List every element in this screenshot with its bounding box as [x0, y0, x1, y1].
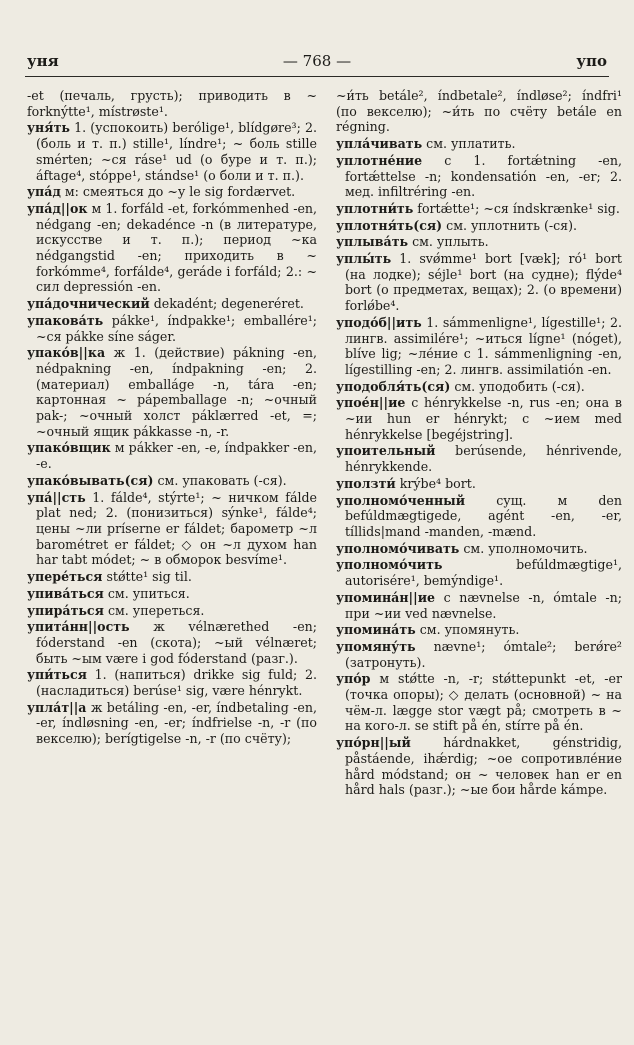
entry-headword: упако́вывать(ся) — [27, 472, 154, 488]
entry-headword: упакова́ть — [27, 312, 104, 328]
entry-definition: pákke¹, índpakke¹; emballére¹; ~ся pákke síne ságer. — [36, 312, 317, 344]
entry-headword: уполномо́ченный — [336, 492, 466, 508]
dictionary-entry — [336, 476, 622, 492]
entry-headword: упое́н||ие — [336, 395, 406, 411]
entry-headword: упако́вщик — [27, 440, 111, 456]
entry-headword: упоительный — [336, 443, 436, 459]
dictionary-entry — [336, 443, 622, 474]
entry-definition: befúldmægtige¹, autorisére¹, bemýndige¹. — [345, 557, 622, 589]
dictionary-entry — [336, 541, 622, 557]
entry-headword: уплыва́ть — [336, 234, 409, 250]
entry-definition: hárdnakket, génstridig, påstáende, ihǽrdig; ~ое сопротивле́ние hård módstand; он ~ человек han er en hård hals (разг.); ~ые бои hårde kámpe. — [345, 735, 622, 798]
dictionary-entry — [336, 136, 622, 152]
right-guide-word: упо — [576, 52, 607, 70]
dictionary-entry — [336, 251, 622, 314]
entry-definition: см. уплатить. — [426, 136, 516, 152]
entry-headword: уплотне́ние — [336, 152, 423, 168]
entry-definition: -et (печаль, грусть); приводить в ~ forknýtte¹, místrøste¹. — [27, 88, 317, 119]
entry-definition: ж betáling -en, -er, índbetaling -en, -er, índløsning -en, -er; índfrielse -n, -r (по векселю); berígtigelse -n, -r (по счёту); — [36, 699, 317, 747]
entry-headword: уползти́ — [336, 475, 396, 491]
entry-definition: с hénrykkelse -n, rus -en; она в ~ии hun er hénrykt; с ~ием med hénrykkelse [begéjstring]. — [345, 395, 622, 442]
dictionary-entry — [27, 296, 317, 312]
page-header — [25, 50, 609, 77]
entry-definition: berúsende, hénrivende, hénrykkende. — [345, 443, 622, 475]
entry-definition: ~и́ть betále², índbetale², índløse²; índfri¹ (по векселю); ~и́ть по счёту betále en régning. — [336, 88, 622, 135]
entry-headword: уподобля́ть(ся) — [336, 378, 451, 394]
entry-definition: см. уплотнить (-ся). — [446, 217, 578, 233]
dictionary-entry — [27, 313, 317, 344]
entry-definition: м stǿtte -n, -r; stǿttepunkt -et, -er (точка опоры); ◇ делать (основной) ~ на чём-л. lægge stor vægt på; смотреть в ~ на кого-л. se stift på én, stírre på én. — [345, 671, 622, 734]
dictionary-entry — [336, 735, 622, 798]
entry-headword: упо́р — [336, 671, 371, 687]
dictionary-entry — [27, 120, 317, 183]
entry-headword: упива́ться — [27, 585, 104, 601]
entry-headword: упи́ться — [27, 667, 87, 683]
dictionary-entry — [336, 153, 622, 200]
entry-definition: 1. sámmenligne¹, lígestille¹; 2. лингв. assimilére¹; ~иться lígne¹ (nóget), blíve lig; ~ле́ние с 1. sámmenligning -en, lígestilling -en; 2. лингв. assimilatión -en. — [345, 314, 622, 377]
left-guide-word: уня — [27, 52, 59, 70]
entry-definition: м: смеяться до ~у le sig fordærvet. — [64, 184, 296, 200]
dictionary-entry — [27, 603, 317, 619]
entry-headword: уплы́ть — [336, 251, 392, 267]
dictionary-entry — [27, 88, 317, 119]
entry-definition: nævne¹; ómtale²; berǿre² (затронуть). — [345, 638, 622, 670]
entry-definition: 1. svǿmme¹ bort [væk]; ró¹ bort (на лодке); séjle¹ bort (на судне); flýde⁴ bort (о предметах, вещах); 2. (о времени) forlǿbe⁴. — [345, 251, 622, 314]
dictionary-entry — [27, 490, 317, 569]
entry-definition: 1. (успокоить) berólige¹, blídgøre³; 2. (боль и т. п.) stille¹, líndre¹; ~ боль stille smérten; ~ся ráse¹ ud (о буре и т. п.); áftage⁴, stóppe¹, stándse¹ (о боли и т. п.). — [36, 120, 317, 183]
dictionary-entry — [27, 440, 317, 471]
entry-headword: уня́ть — [27, 120, 70, 136]
dictionary-entry — [336, 234, 622, 250]
entry-definition: 1. fálde⁴, stýrte¹; ~ ничком fálde plat ned; 2. (понизиться) sýnke¹, fálde⁴; цены ~ли príserne er fáldet; барометр ~л barométret er fáldet; ◇ он ~л духом han har tabt módet; ~ в обморок besvíme¹. — [36, 489, 317, 568]
right-column — [336, 88, 622, 799]
entry-headword: упа́||сть — [27, 489, 86, 505]
left-column — [27, 88, 317, 748]
dictionary-entry — [27, 184, 317, 200]
dictionary-entry — [336, 201, 622, 217]
entry-definition: dekadént; degeneréret. — [153, 296, 304, 312]
entry-definition: krýbe⁴ bort. — [399, 475, 476, 491]
entry-definition: см. уполномочить. — [463, 540, 588, 556]
entry-headword: упа́дочнический — [27, 296, 150, 312]
entry-definition: см. упереться. — [107, 602, 205, 618]
entry-headword: упако́в||ка — [27, 345, 106, 361]
entry-definition: м 1. forfáld -et, forkómmenhed -en, nédgang -en; dekadénce -n (в литературе, искусстве и т. п.); период ~ка nédgangstid -en; приходить в ~ forkómme⁴, forfálde⁴, geráde i forfáld; 2.: ~ сил depressión -en. — [36, 200, 318, 295]
entry-headword: упо́рн||ый — [336, 735, 411, 751]
entry-definition: см. уплыть. — [412, 234, 489, 250]
entry-headword: упомина́ть — [336, 622, 416, 638]
dictionary-entry — [336, 379, 622, 395]
entry-definition: см. упиться. — [107, 585, 190, 601]
dictionary-entry — [27, 201, 317, 295]
entry-definition: см. упомянуть. — [419, 622, 520, 638]
entry-definition: с 1. fortǽtning -en, fortǽttelse -n; kondensatión -en, -er; 2. мед. infiltréring -en. — [345, 152, 622, 200]
entry-headword: уподо́б||ить — [336, 314, 422, 330]
entry-headword: уполномо́чить — [336, 557, 443, 573]
dictionary-entry — [27, 667, 317, 698]
entry-headword: упа́д — [27, 184, 61, 200]
entry-definition: м pákker -en, -e, índpakker -en, -e. — [36, 440, 317, 472]
entry-headword: уплотня́ть(ся) — [336, 217, 443, 233]
dictionary-entry — [336, 557, 622, 588]
dictionary-entry — [27, 345, 317, 439]
dictionary-entry — [336, 218, 622, 234]
dictionary-entry — [336, 622, 622, 638]
entry-definition: см. упаковать (-ся). — [157, 472, 287, 488]
entry-headword: уплотни́ть — [336, 200, 414, 216]
entry-headword: упира́ться — [27, 602, 104, 618]
entry-headword: упере́ться — [27, 569, 103, 585]
dictionary-entry — [336, 590, 622, 621]
dictionary-entry — [336, 639, 622, 670]
entry-headword: упита́нн||ость — [27, 619, 130, 635]
dictionary-entry — [27, 619, 317, 666]
entry-headword: упомяну́ть — [336, 638, 416, 654]
entry-definition: с nævnelse -n, ómtale -n; при ~ии ved nævnelse. — [345, 589, 622, 621]
dictionary-entry — [27, 473, 317, 489]
dictionary-entry — [27, 586, 317, 602]
dictionary-entry — [336, 671, 622, 734]
dictionary-entry — [27, 700, 317, 747]
entry-headword: уполномо́чивать — [336, 540, 460, 556]
entry-definition: ж 1. (действие) pákning -en, nédpakning -en, índpakning -en; 2. (материал) emballáge -n, tára -en; картонная ~ pápemballage -n; ~очный pak-; ~очный холст páklærred -et, =; ~очный ящик pákkasse -n, -r. — [36, 345, 317, 439]
entry-headword: упла́чивать — [336, 136, 423, 152]
dictionary-entry — [27, 569, 317, 585]
entry-definition: stǿtte¹ sig til. — [106, 569, 192, 585]
entry-headword: упомина́н||ие — [336, 589, 436, 605]
page-number: — 768 — — [282, 52, 352, 70]
entry-definition: fortǽtte¹; ~ся índskrænke¹ sig. — [417, 200, 620, 216]
entry-definition: ж vélnærethed -en; fóderstand -en (скота); ~ый vélnæret; быть ~ым være i god fóderstand (разг.). — [36, 619, 317, 666]
dictionary-entry — [336, 315, 622, 378]
entry-definition: см. уподобить (-ся). — [454, 378, 585, 394]
dictionary-entry — [336, 88, 622, 135]
entry-headword: упла́т||а — [27, 699, 87, 715]
entry-headword: упа́д||ок — [27, 200, 88, 216]
dictionary-entry — [336, 395, 622, 442]
dictionary-entry — [336, 493, 622, 540]
entry-definition: 1. (напиться) drikke sig fuld; 2. (насладиться) berúse¹ sig, være hénrykt. — [36, 667, 317, 699]
entry-definition: сущ. м den befúldmægtigede, agént -en, -er, tíllids|mand -manden, -mænd. — [345, 492, 622, 539]
